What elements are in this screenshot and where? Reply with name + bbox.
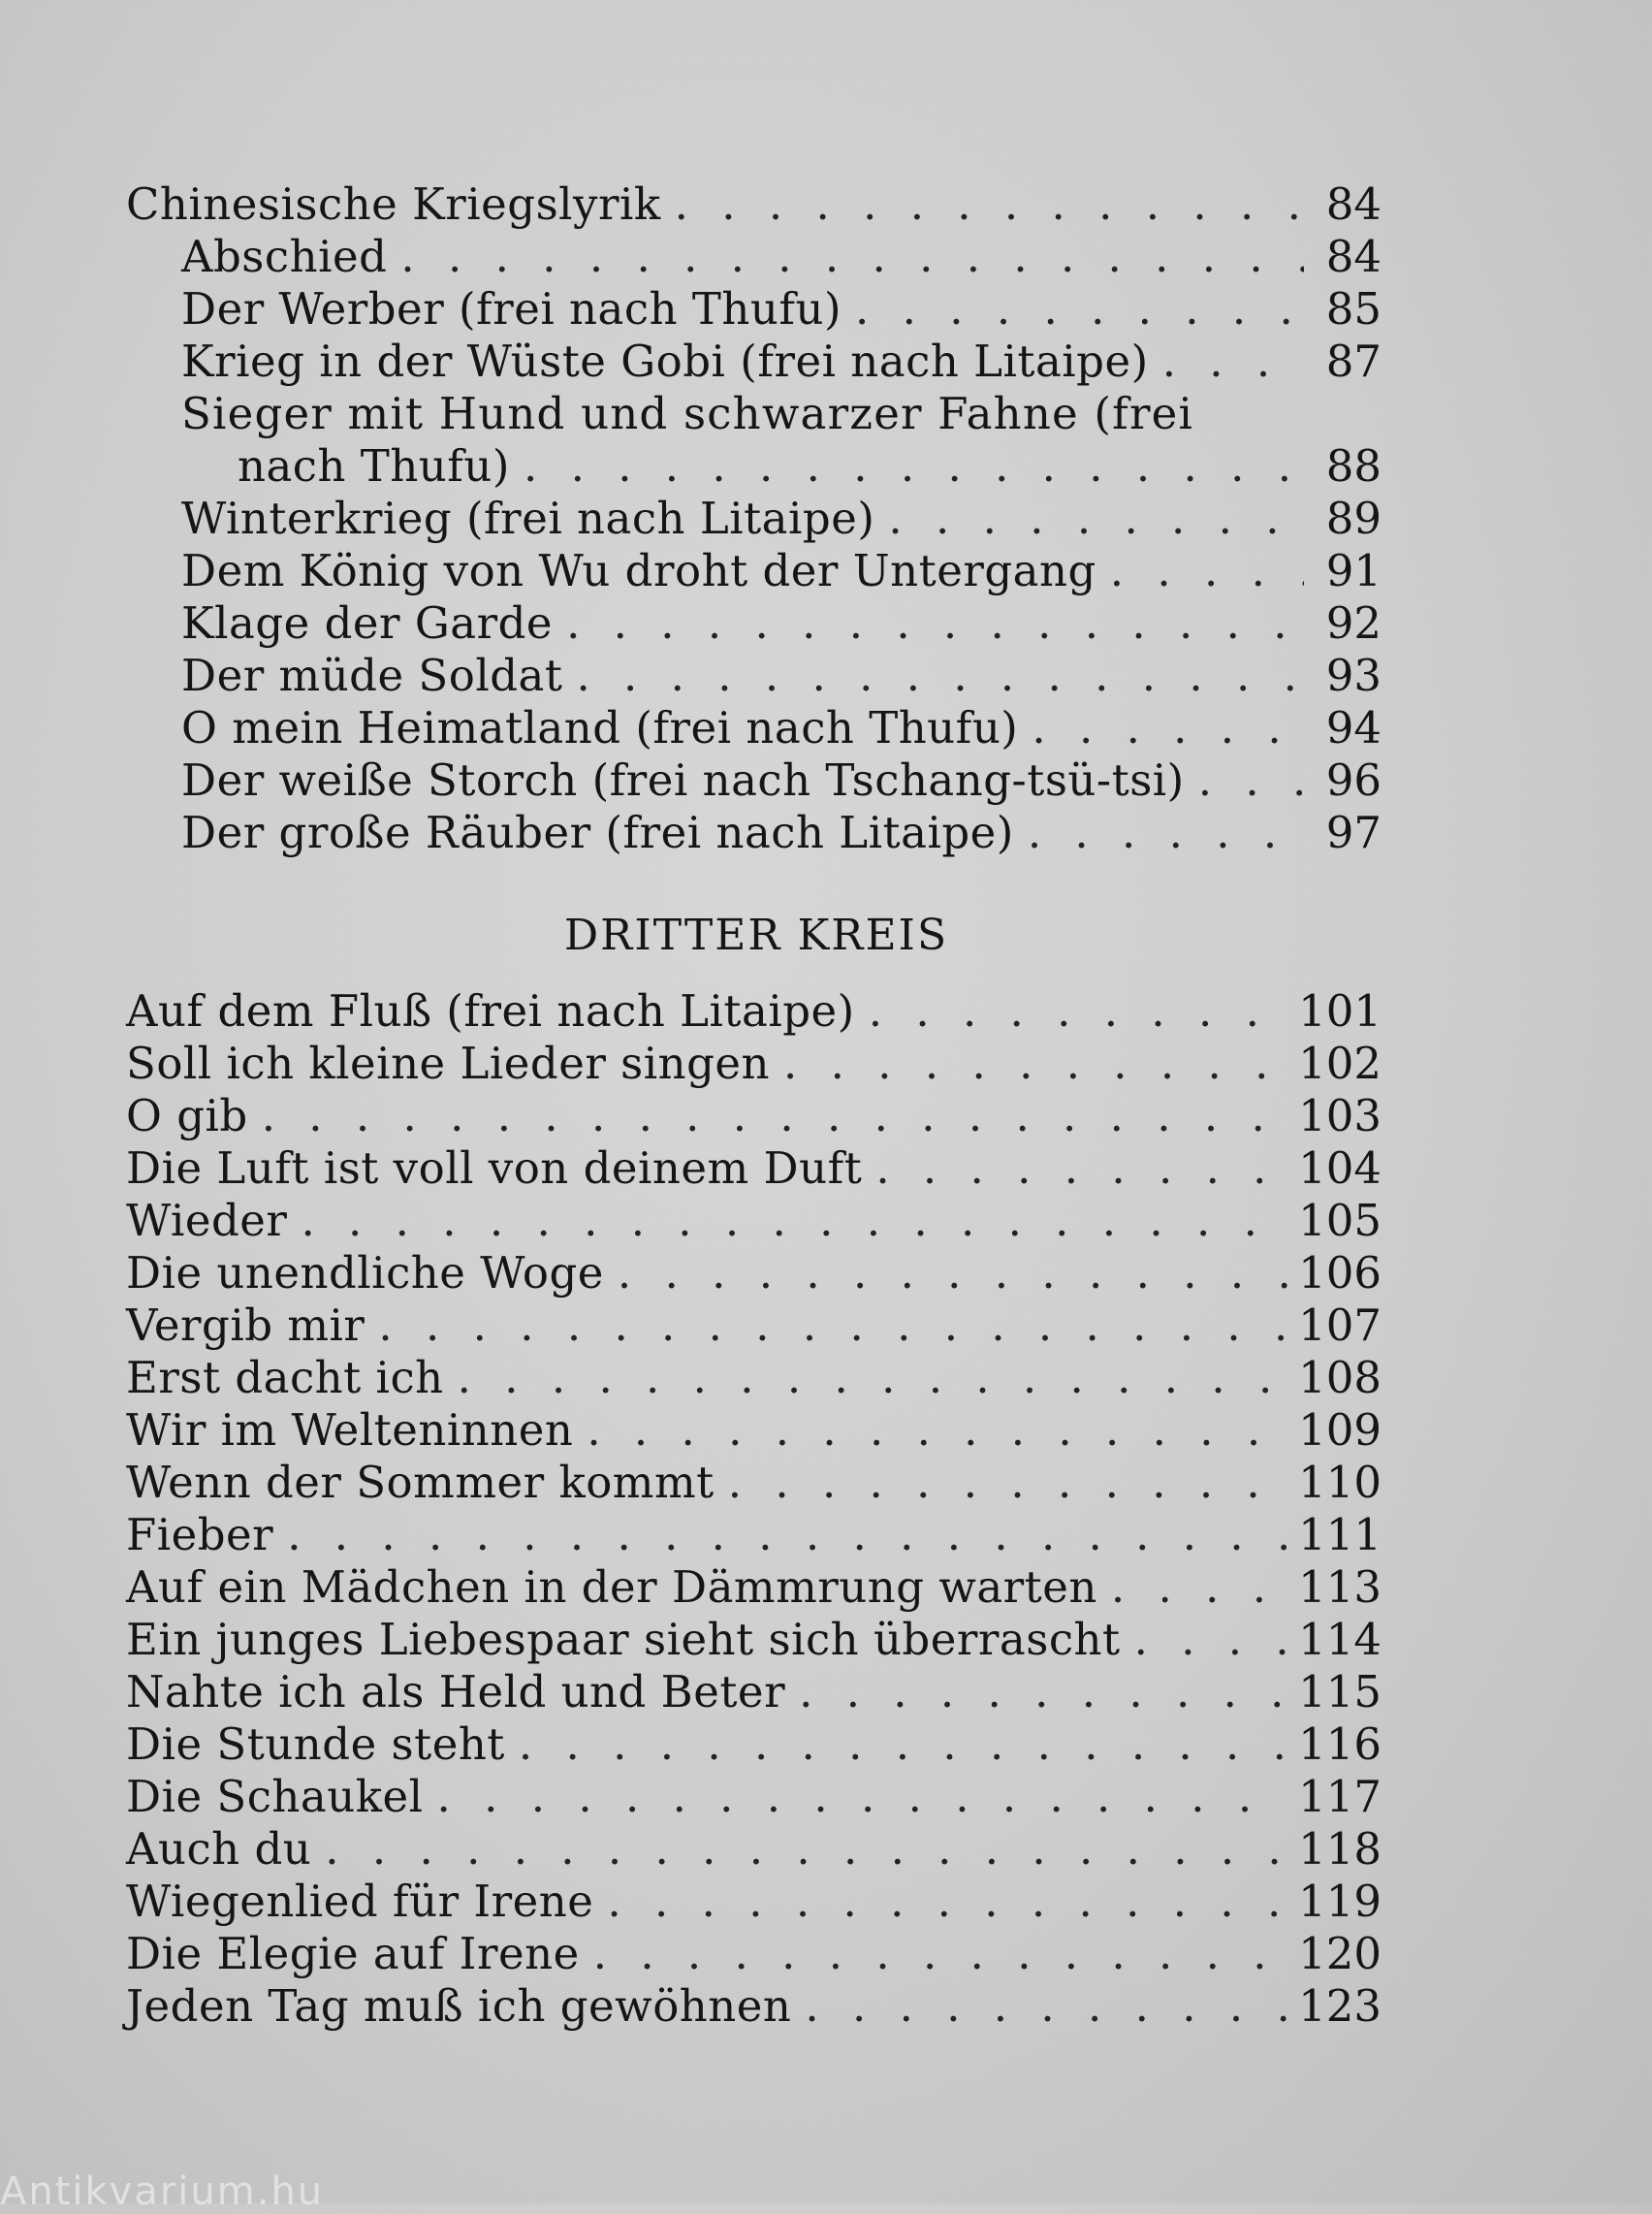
toc-entry-page: 102 [1298,1038,1382,1089]
toc-entry-page: 92 [1325,597,1382,649]
dot-leader [799,1666,1288,1718]
dot-leader [1111,1561,1288,1614]
toc-entry-title: Wir im Welteninnen [126,1404,574,1456]
toc-entry-title: Wiegenlied für Irene [126,1876,594,1927]
toc-entry-title: Nahte ich als Held und Beter [126,1666,786,1717]
dot-leader [855,283,1304,336]
toc-entry [181,545,1382,597]
toc-entry-title: O gib [126,1090,248,1141]
dot-leader [587,1404,1288,1457]
toc-entry-page: 104 [1298,1142,1382,1194]
toc-entry-page: 115 [1298,1666,1382,1717]
toc-entry-title: Die Luft ist voll von deinem Duft [126,1142,863,1194]
dot-leader [519,1718,1288,1771]
dot-leader [287,1509,1288,1561]
dot-leader [618,1247,1288,1300]
toc-entry [181,702,1382,754]
toc-entry [181,754,1382,807]
dot-leader [524,440,1304,493]
toc-entry [126,1561,1382,1614]
toc-entry-title: Die Stunde steht [126,1718,505,1770]
toc-entry-page: 91 [1325,545,1382,596]
dot-leader [262,1090,1288,1142]
toc-entry [126,1352,1382,1404]
watermark: Antikvarium.hu [0,2169,325,2214]
toc-entry-title: Ein junges Liebespaar sieht sich überrascht [126,1614,1121,1665]
section-heading: DRITTER KREIS [563,911,949,960]
toc-entry [126,1876,1382,1928]
toc-entry-page: 84 [1325,178,1382,230]
toc-entry-page: 97 [1325,807,1382,858]
toc-entry-page: 108 [1298,1352,1382,1403]
toc-entry-title: nach Thufu) [238,440,510,492]
toc-entry [126,178,1382,231]
dot-leader [1162,336,1304,388]
dot-leader [458,1352,1288,1404]
toc-entry [181,597,1382,650]
toc-entry-title: Auch du [126,1823,312,1875]
dot-leader [566,597,1304,650]
toc-entry-title: Soll ich kleine Lieder singen [126,1038,771,1089]
toc-entry-page: 85 [1325,283,1382,335]
dot-leader [1032,702,1304,754]
dot-leader [378,1300,1288,1352]
toc-entry-page: 107 [1298,1300,1382,1351]
toc-entry-page: 87 [1325,336,1382,387]
toc-entry-title: Der Werber (frei nach Thufu) [181,283,842,335]
toc-entry [126,1823,1382,1876]
toc-entry-page: 109 [1298,1404,1382,1456]
toc-entry [126,985,1382,1038]
toc-entry-page: 89 [1325,493,1382,544]
toc-entry-title: Klage der Garde [181,597,554,649]
toc-entry-title: Die unendliche Woge [126,1247,604,1299]
dot-leader [1028,807,1304,859]
toc-entry-page: 96 [1325,754,1382,806]
toc-entry [126,1457,1382,1509]
dot-leader [400,231,1304,283]
toc-entry [126,1247,1382,1300]
toc-entry-page: 84 [1325,231,1382,282]
toc-entry [181,388,1382,440]
toc-entry-title: Vergib mir [126,1300,365,1351]
toc-entry-title: O mein Heimatland (frei nach Thufu) [181,702,1019,754]
toc-entry [181,807,1382,859]
toc-entry [126,1666,1382,1718]
toc-entry-title: Erst dacht ich [126,1352,444,1403]
toc-entry [126,1195,1382,1247]
toc-entry-page: 105 [1298,1195,1382,1246]
toc-entry-title: Der weiße Storch (frei nach Tschang-tsü-tsi) [181,754,1185,806]
toc-entry [126,1300,1382,1352]
toc-entry-page: 110 [1298,1457,1382,1508]
toc-entry [126,1404,1382,1457]
toc-entry [181,336,1382,388]
dot-leader [593,1928,1288,1980]
dot-leader [888,493,1304,545]
toc-entry [126,1928,1382,1980]
dot-leader [869,985,1288,1038]
toc-entry [126,1718,1382,1771]
dot-leader [728,1457,1288,1509]
dot-leader [1134,1614,1289,1666]
toc-entry-page: 88 [1325,440,1382,492]
toc-entry-page: 93 [1325,650,1382,701]
toc-entry-page: 94 [1325,702,1382,754]
toc-entry-title: Abschied [181,231,388,282]
toc-entry [181,493,1382,545]
toc-entry-page: 120 [1298,1928,1382,1979]
toc-entry-title: Die Elegie auf Irene [126,1928,580,1979]
toc-entry [126,1142,1382,1195]
dot-leader [325,1823,1288,1876]
toc-entry-title: Der müde Soldat [181,650,563,701]
dot-leader [607,1876,1288,1928]
toc-entry-title: Wenn der Sommer kommt [126,1457,715,1508]
toc-entry-title: Wieder [126,1195,288,1246]
toc-entry-title: Auf dem Fluß (frei nach Litaipe) [126,985,855,1037]
toc-entry [181,650,1382,702]
toc-entry-title: Die Schaukel [126,1771,424,1822]
toc-entry-title: Chinesische Kriegslyrik [126,178,661,230]
toc-entry-page: 123 [1298,1980,1382,2032]
toc-entry-page: 103 [1298,1090,1382,1141]
toc-entry [126,1509,1382,1561]
dot-leader [437,1771,1289,1823]
toc-entry-page: 114 [1298,1614,1382,1665]
toc-entry-continuation [238,440,1382,493]
dot-leader [301,1195,1288,1247]
dot-leader [1110,545,1304,597]
toc-entry [126,1980,1382,2033]
dot-leader [875,1142,1288,1195]
toc-entry-title: Dem König von Wu droht der Untergang [181,545,1096,596]
toc-entry-page: 106 [1298,1247,1382,1299]
toc-entry [181,283,1382,336]
toc-entry-page: 118 [1298,1823,1382,1875]
toc-entry-title: Krieg in der Wüste Gobi (frei nach Litaipe) [181,336,1149,387]
dot-leader [783,1038,1288,1090]
dot-leader [675,178,1304,231]
toc-entry-page: 113 [1298,1561,1382,1613]
toc-entry-page: 119 [1298,1876,1382,1927]
toc-entry-title: Der große Räuber (frei nach Litaipe) [181,807,1014,858]
dot-leader [805,1980,1288,2033]
toc-entry-title: Fieber [126,1509,274,1560]
toc-entry-page: 116 [1298,1718,1382,1770]
toc-entry [126,1090,1382,1142]
toc-entry-page: 101 [1298,985,1382,1037]
toc-entry-title: Sieger mit Hund und schwarzer Fahne (frei [181,388,1194,439]
toc-entry-page: 111 [1298,1509,1382,1560]
dot-leader [1198,754,1304,807]
toc-entry-title: Auf ein Mädchen in der Dämmrung warten [126,1561,1097,1613]
toc-entry-title: Winterkrieg (frei nach Litaipe) [181,493,875,544]
toc-entry [181,231,1382,283]
toc-entry [126,1614,1382,1666]
toc-entry-page: 117 [1298,1771,1382,1822]
toc-entry-title: Jeden Tag muß ich gewöhnen [126,1980,792,2032]
toc-entry [126,1771,1382,1823]
dot-leader [576,650,1304,702]
toc-entry [126,1038,1382,1090]
